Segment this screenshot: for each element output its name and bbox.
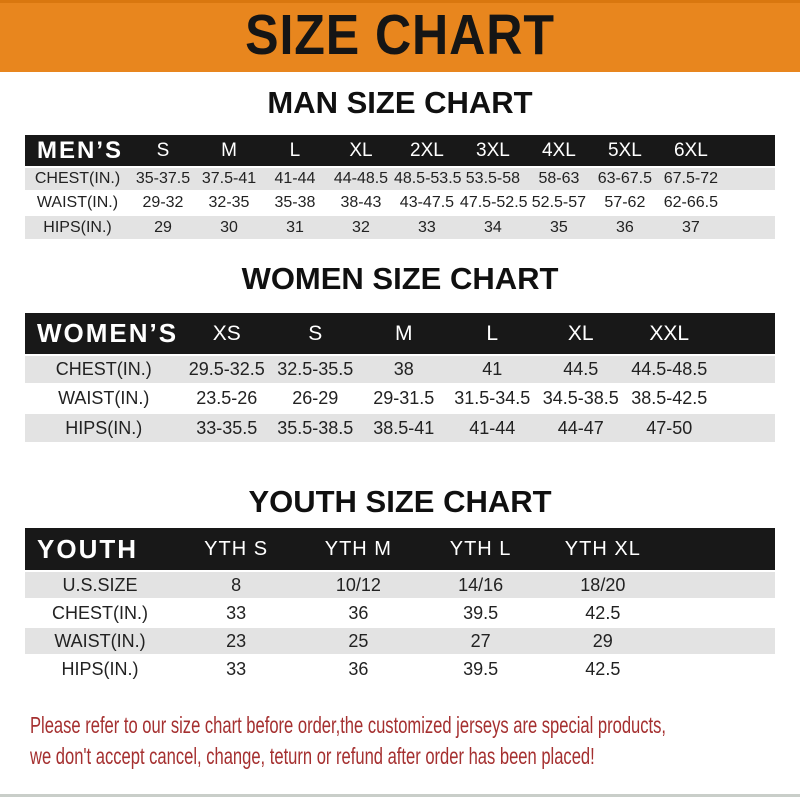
cell: 63-67.5 — [597, 170, 653, 187]
column-header: YTH L — [419, 528, 541, 571]
column-header: 6XL — [658, 135, 724, 167]
cell: 67.5-72 — [663, 170, 718, 187]
cell: 32-35 — [208, 194, 250, 211]
cell: 48.5-53.5 — [393, 170, 462, 187]
table-row — [25, 384, 775, 413]
footer-line-2: we don't accept cancel, change, teturn or refund after order has been placed! — [30, 743, 595, 769]
column-header: XS — [183, 313, 272, 355]
cell: 14/16 — [458, 574, 504, 595]
footer-note — [30, 710, 800, 772]
column-header: S — [271, 313, 360, 355]
cell: 25 — [348, 630, 369, 651]
cell: 47-50 — [646, 417, 693, 438]
cell: 42.5 — [585, 659, 621, 679]
table-row — [25, 191, 775, 215]
row-label: U.S.SIZE — [62, 574, 138, 595]
table-header-row — [25, 528, 775, 571]
row-label: CHEST(IN.) — [52, 602, 148, 623]
cell: 57-62 — [604, 194, 646, 211]
cell: 35 — [550, 218, 568, 236]
cell: 44-48.5 — [333, 170, 389, 187]
column-header: XL — [328, 135, 394, 167]
cell: 33 — [226, 602, 247, 623]
cell: 41-44 — [274, 170, 316, 187]
youth-size-chart-section — [0, 484, 800, 683]
cell: 35-38 — [274, 194, 316, 211]
women-size-chart-section — [0, 261, 800, 442]
cell: 44.5-48.5 — [631, 359, 708, 379]
table-row — [25, 571, 775, 599]
column-header: 4XL — [526, 135, 592, 167]
cell: 33 — [226, 659, 247, 679]
column-header: 3XL — [460, 135, 526, 167]
table-title: YOUTH — [25, 528, 175, 571]
table-row — [25, 655, 775, 683]
cell: 37 — [681, 218, 700, 236]
cell: 29-31.5 — [373, 388, 435, 408]
cell: 42.5 — [585, 602, 621, 623]
cell: 29.5-32.5 — [188, 359, 265, 379]
cell: 41-44 — [469, 417, 516, 438]
cell: 26-29 — [292, 388, 339, 408]
column-header: YTH XL — [542, 528, 664, 571]
women-section-heading: WOMEN SIZE CHART — [241, 261, 559, 296]
cell: 38.5-42.5 — [631, 388, 708, 408]
row-spacer — [664, 571, 775, 599]
man-size-chart-section — [0, 85, 800, 239]
cell: 23 — [226, 630, 247, 651]
row-label: WAIST(IN.) — [58, 388, 150, 408]
cell: 27 — [470, 630, 491, 651]
cell: 43-47.5 — [399, 194, 455, 211]
row-label: CHEST(IN.) — [55, 359, 152, 379]
cell: 47.5-52.5 — [459, 194, 528, 211]
cell: 38-43 — [340, 194, 382, 211]
row-spacer — [724, 167, 775, 191]
cell: 35.5-38.5 — [277, 417, 354, 438]
cell: 39.5 — [463, 602, 499, 623]
cell: 35-37.5 — [135, 170, 191, 187]
column-header: YTH M — [297, 528, 419, 571]
cell: 53.5-58 — [465, 170, 521, 187]
table-row — [25, 167, 775, 191]
column-header: S — [130, 135, 196, 167]
cell: 52.5-57 — [531, 194, 587, 211]
row-spacer — [714, 384, 776, 413]
row-spacer — [714, 355, 776, 384]
youth-section-heading: YOUTH SIZE CHART — [248, 484, 552, 519]
table-row — [25, 215, 775, 239]
cell: 31.5-34.5 — [454, 388, 531, 408]
cell: 32 — [352, 218, 370, 236]
banner — [0, 0, 800, 72]
cell: 8 — [231, 574, 242, 595]
column-header: M — [196, 135, 262, 167]
cell: 29 — [592, 630, 613, 651]
row-label: WAIST(IN.) — [36, 194, 119, 211]
row-spacer — [664, 599, 775, 627]
cell: 33 — [418, 218, 436, 236]
cell: 38 — [393, 359, 414, 379]
cell: 36 — [348, 659, 369, 679]
column-header: 5XL — [592, 135, 658, 167]
table-header-row — [25, 135, 775, 167]
row-label: CHEST(IN.) — [34, 170, 121, 187]
table-title: WOMEN’S — [25, 313, 183, 355]
cell: 18/20 — [580, 574, 626, 595]
column-header: XL — [537, 313, 626, 355]
table-header-row — [25, 313, 775, 355]
row-label: HIPS(IN.) — [43, 218, 112, 236]
page-title: SIZE CHART — [245, 3, 555, 67]
header-spacer — [714, 313, 776, 355]
column-header: L — [448, 313, 537, 355]
cell: 29 — [154, 218, 172, 236]
cell: 58-63 — [538, 170, 580, 187]
cell: 41 — [482, 359, 503, 379]
women-size-table — [25, 313, 775, 442]
table-row — [25, 599, 775, 627]
cell: 31 — [286, 218, 304, 236]
cell: 36 — [348, 602, 369, 623]
row-label: HIPS(IN.) — [65, 417, 143, 438]
cell: 33-35.5 — [196, 417, 258, 438]
youth-size-table — [25, 528, 775, 683]
footer-line-1: Please refer to our size chart before order,the customized jerseys are special products, — [30, 712, 667, 738]
column-header: XXL — [625, 313, 714, 355]
cell: 10/12 — [335, 574, 381, 595]
row-spacer — [664, 627, 775, 655]
column-header: 2XL — [394, 135, 460, 167]
header-spacer — [724, 135, 775, 167]
cell: 29-32 — [142, 194, 184, 211]
column-header: M — [360, 313, 449, 355]
cell: 34 — [484, 218, 502, 236]
table-row — [25, 355, 775, 384]
man-section-heading: MAN SIZE CHART — [267, 85, 533, 120]
column-header: YTH S — [175, 528, 297, 571]
row-label: WAIST(IN.) — [54, 630, 146, 651]
cell: 36 — [615, 218, 634, 236]
table-title: MEN’S — [25, 135, 130, 167]
men-size-table — [25, 135, 775, 239]
cell: 44-47 — [557, 417, 604, 438]
cell: 44.5 — [563, 359, 599, 379]
row-spacer — [714, 413, 776, 442]
cell: 62-66.5 — [663, 194, 718, 211]
column-header: L — [262, 135, 328, 167]
cell: 38.5-41 — [373, 417, 435, 438]
table-row — [25, 413, 775, 442]
cell: 23.5-26 — [196, 388, 258, 408]
row-spacer — [724, 191, 775, 215]
row-spacer — [724, 215, 775, 239]
cell: 39.5 — [463, 659, 499, 679]
cell: 34.5-38.5 — [542, 388, 619, 408]
row-label: HIPS(IN.) — [61, 659, 139, 679]
row-spacer — [664, 655, 775, 683]
cell: 32.5-35.5 — [277, 359, 354, 379]
cell: 30 — [220, 218, 238, 236]
header-spacer — [664, 528, 775, 571]
table-row — [25, 627, 775, 655]
cell: 37.5-41 — [201, 170, 257, 187]
